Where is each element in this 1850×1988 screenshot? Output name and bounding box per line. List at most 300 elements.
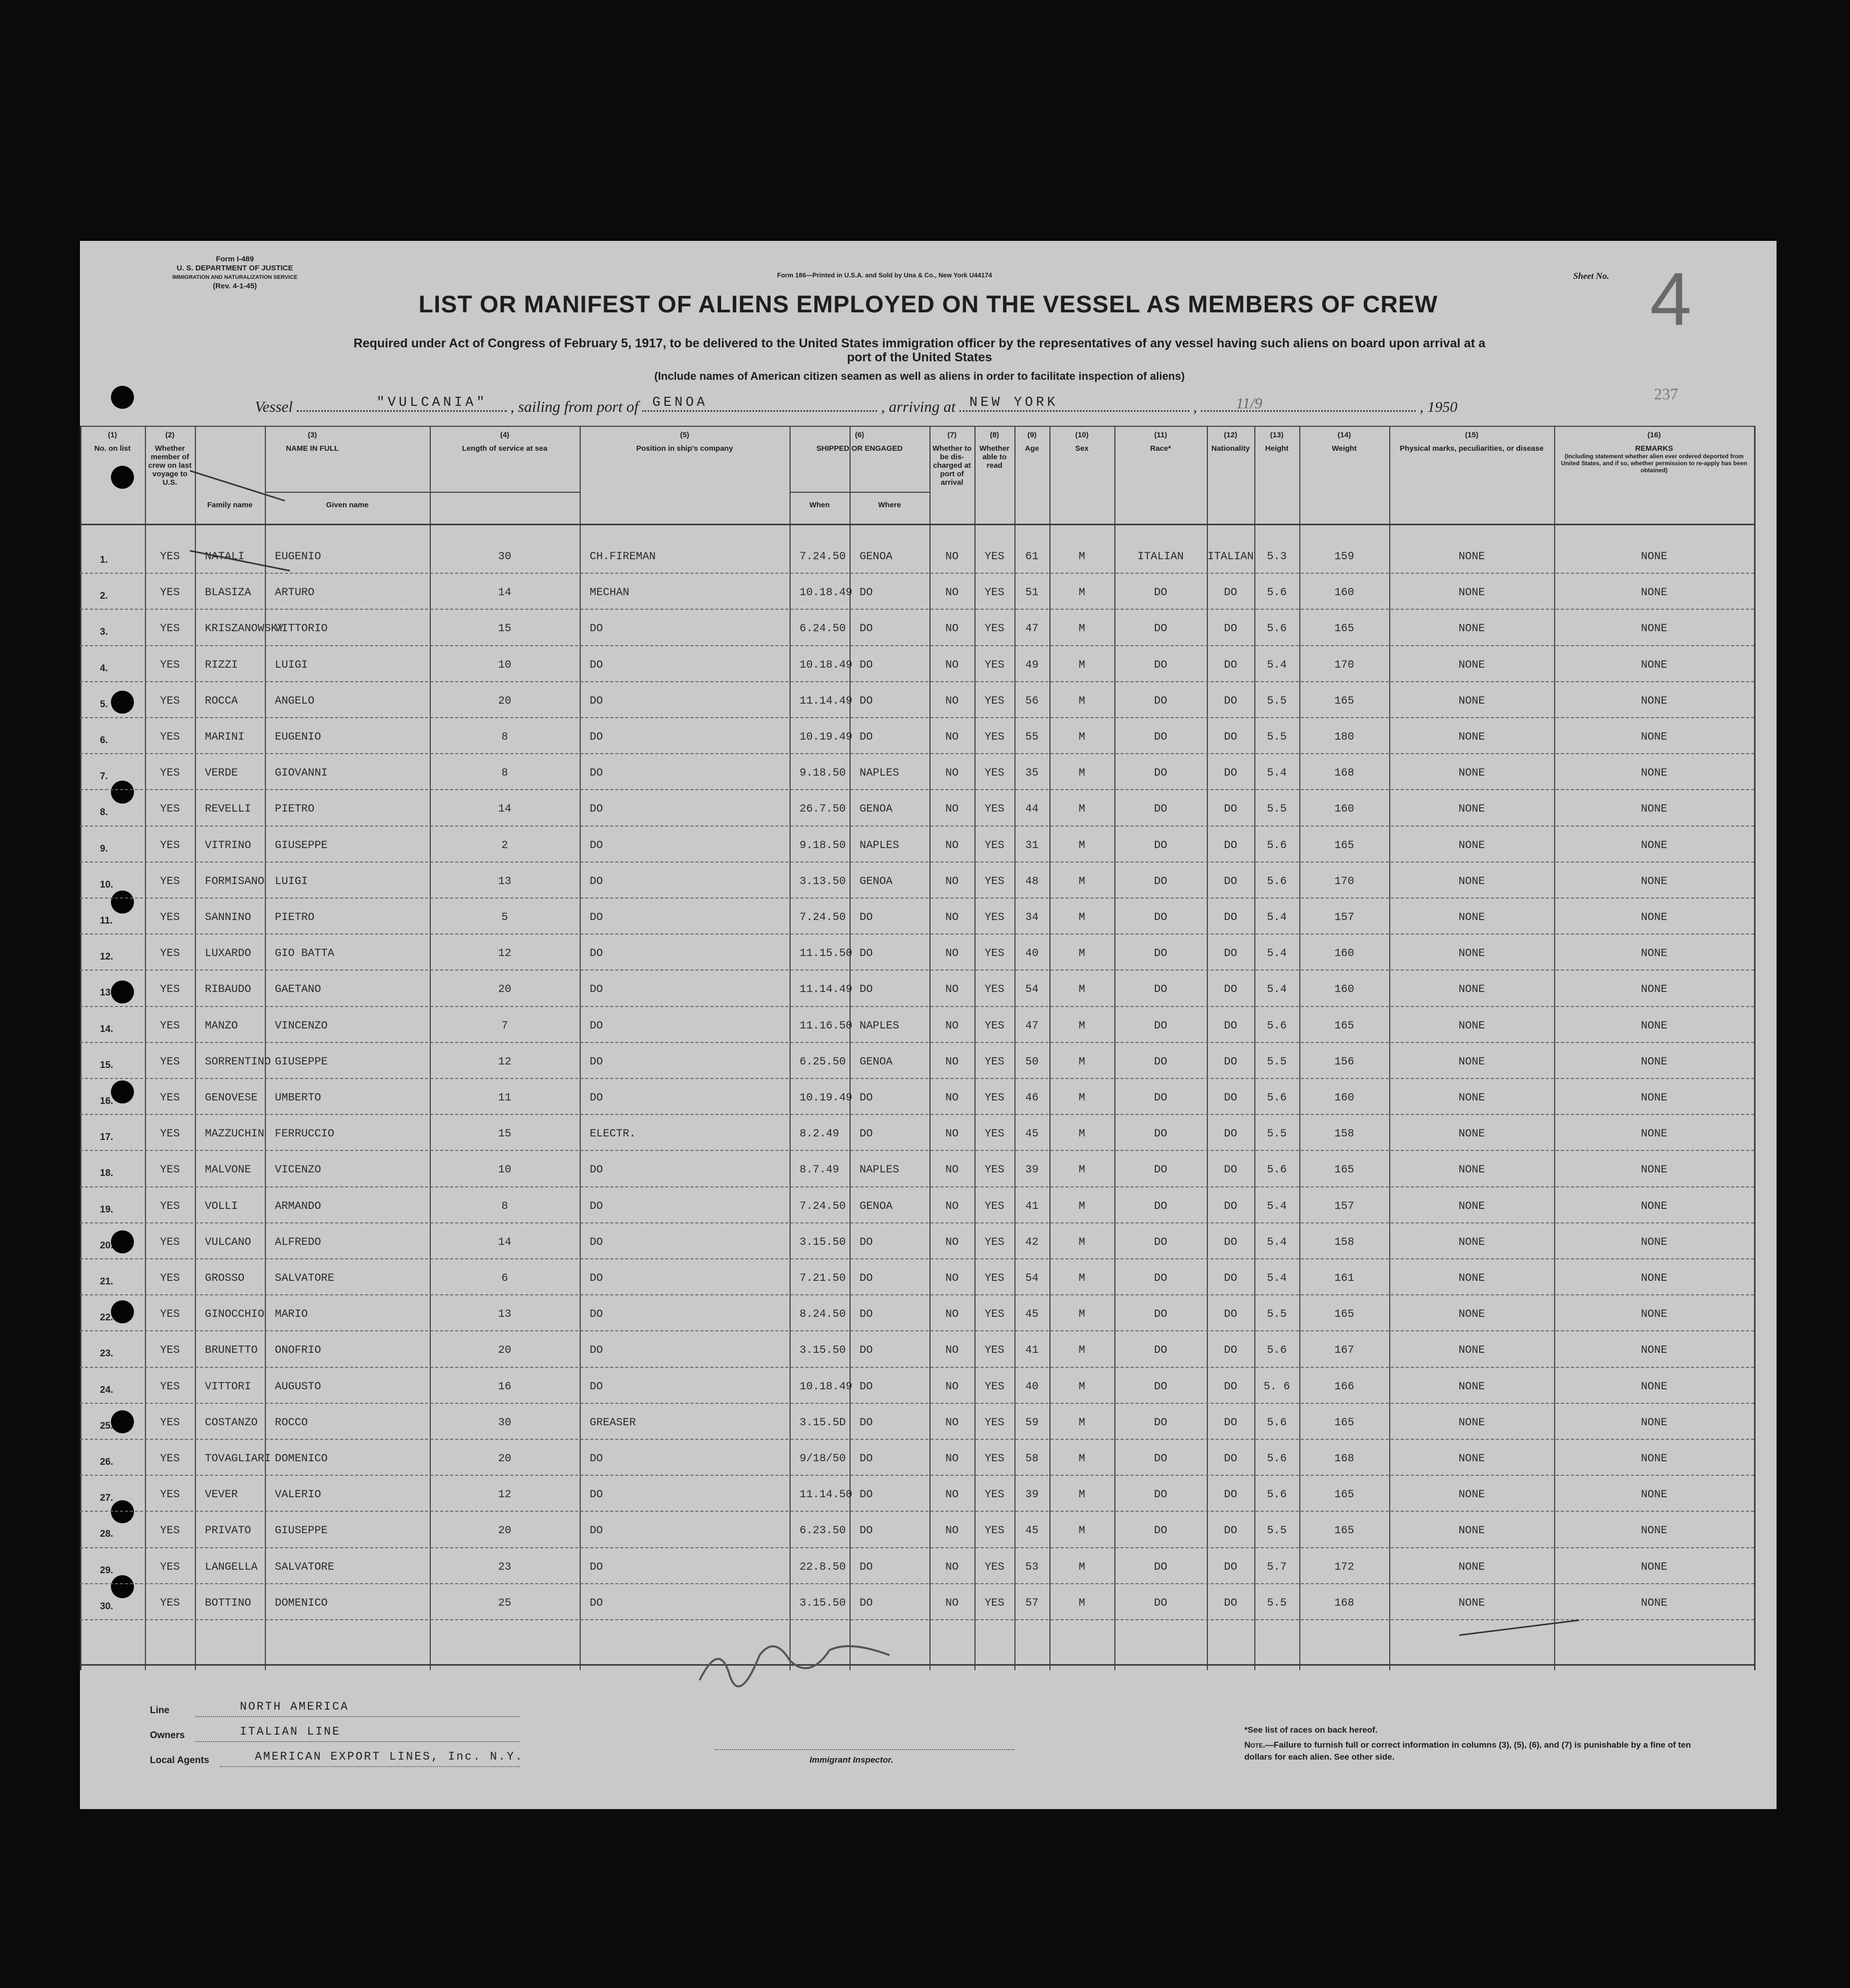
cell-weight: 165 bbox=[1334, 1488, 1354, 1501]
cell-given: LUIGI bbox=[275, 875, 308, 888]
cell-age: 51 bbox=[1025, 586, 1039, 599]
cell-position: DO bbox=[590, 1235, 603, 1248]
cell-when: 3.15.50 bbox=[800, 1344, 846, 1357]
cell-marks: NONE bbox=[1458, 1452, 1485, 1465]
cell-when: 26.7.50 bbox=[800, 803, 846, 816]
cell-read: YES bbox=[984, 1272, 1004, 1284]
cell-height: 5.6 bbox=[1267, 1091, 1287, 1104]
cell-weight: 168 bbox=[1334, 1452, 1354, 1465]
cell-position: GREASER bbox=[590, 1416, 636, 1429]
owners-value: ITALIAN LINE bbox=[240, 1725, 341, 1738]
cell-when: 9.18.50 bbox=[800, 767, 846, 780]
cell-height: 5.5 bbox=[1267, 731, 1287, 743]
row-number: 17. bbox=[100, 1132, 113, 1143]
column-subheader: Where bbox=[878, 501, 901, 509]
cell-service: 11 bbox=[498, 1091, 512, 1104]
cell-discharged: NO bbox=[945, 1127, 959, 1140]
cell-race: DO bbox=[1154, 1235, 1167, 1248]
cell-service: 12 bbox=[498, 947, 512, 960]
row-number: 1. bbox=[100, 555, 108, 565]
cell-given: PIETRO bbox=[275, 803, 315, 816]
cell-age: 56 bbox=[1025, 694, 1039, 707]
cell-where: DO bbox=[860, 622, 873, 635]
cell-race: DO bbox=[1154, 1091, 1167, 1104]
cell-family: RIZZI bbox=[205, 658, 238, 671]
cell-when: 7.24.50 bbox=[800, 911, 846, 924]
cell-discharged: NO bbox=[945, 550, 959, 563]
cell-where: DO bbox=[860, 1596, 873, 1609]
cell-marks: NONE bbox=[1458, 1163, 1485, 1176]
cell-family: SORRENTINO bbox=[205, 1055, 271, 1068]
cell-weight: 160 bbox=[1334, 586, 1354, 599]
cell-marks: NONE bbox=[1458, 1596, 1485, 1609]
cell-when: 7.24.50 bbox=[800, 550, 846, 563]
cell-race: DO bbox=[1154, 1452, 1167, 1465]
cell-service: 13 bbox=[498, 1308, 512, 1321]
column-label: SHIPPED OR ENGAGED bbox=[816, 444, 903, 453]
cell-position: DO bbox=[590, 1560, 603, 1573]
cell-remarks: NONE bbox=[1641, 1019, 1668, 1032]
cell-crew: YES bbox=[160, 1235, 180, 1248]
cell-remarks: NONE bbox=[1641, 622, 1668, 635]
cell-when: 10.19.49 bbox=[800, 1091, 853, 1104]
cell-read: YES bbox=[984, 803, 1004, 816]
cell-marks: NONE bbox=[1458, 983, 1485, 996]
cell-weight: 159 bbox=[1334, 550, 1354, 563]
cell-read: YES bbox=[984, 1235, 1004, 1248]
cell-discharged: NO bbox=[945, 1488, 959, 1501]
row-number: 26. bbox=[100, 1457, 113, 1467]
cell-nationality: DO bbox=[1224, 839, 1237, 852]
cell-nationality: DO bbox=[1224, 1596, 1237, 1609]
column-subheader: Family name bbox=[207, 501, 253, 509]
row-number: 8. bbox=[100, 807, 108, 818]
cell-weight: 156 bbox=[1334, 1055, 1354, 1068]
row-number: 15. bbox=[100, 1059, 113, 1070]
cell-service: 7 bbox=[501, 1019, 508, 1032]
cell-height: 5.4 bbox=[1267, 1272, 1287, 1284]
cell-remarks: NONE bbox=[1641, 1127, 1668, 1140]
cell-discharged: NO bbox=[945, 1235, 959, 1248]
column-number: (4) bbox=[500, 431, 510, 439]
cell-position: DO bbox=[590, 983, 603, 996]
column-subheader: When bbox=[809, 501, 830, 509]
cell-marks: NONE bbox=[1458, 875, 1485, 888]
cell-weight: 170 bbox=[1334, 875, 1354, 888]
cell-age: 48 bbox=[1025, 875, 1039, 888]
cell-remarks: NONE bbox=[1641, 839, 1668, 852]
row-number: 29. bbox=[100, 1565, 113, 1576]
cell-remarks: NONE bbox=[1641, 1091, 1668, 1104]
cell-weight: 168 bbox=[1334, 1596, 1354, 1609]
cell-given: ONOFRIO bbox=[275, 1344, 321, 1357]
cell-race: DO bbox=[1154, 1308, 1167, 1321]
cell-height: 5.6 bbox=[1267, 1452, 1287, 1465]
cell-crew: YES bbox=[160, 839, 180, 852]
column-label: No. on list bbox=[94, 444, 131, 453]
cell-family: LUXARDO bbox=[205, 947, 251, 960]
cell-given: EUGENIO bbox=[275, 550, 321, 563]
column-number: (12) bbox=[1224, 431, 1237, 439]
cell-nationality: DO bbox=[1224, 1235, 1237, 1248]
cell-where: DO bbox=[860, 1488, 873, 1501]
cell-crew: YES bbox=[160, 731, 180, 743]
cell-service: 20 bbox=[498, 1344, 512, 1357]
row-number: 18. bbox=[100, 1168, 113, 1179]
cell-sex: M bbox=[1078, 622, 1085, 635]
cell-sex: M bbox=[1078, 1452, 1085, 1465]
cell-read: YES bbox=[984, 1416, 1004, 1429]
cell-remarks: NONE bbox=[1641, 1199, 1668, 1212]
cell-crew: YES bbox=[160, 947, 180, 960]
cell-race: DO bbox=[1154, 1596, 1167, 1609]
cell-read: YES bbox=[984, 1199, 1004, 1212]
form-revision: (Rev. 4-1-45) bbox=[212, 282, 257, 290]
cell-race: DO bbox=[1154, 911, 1167, 924]
cell-position: DO bbox=[590, 658, 603, 671]
cell-given: GIUSEPPE bbox=[275, 1524, 328, 1537]
arrival-date: 11/9 bbox=[1236, 394, 1262, 412]
cell-where: NAPLES bbox=[860, 767, 900, 780]
cell-marks: NONE bbox=[1458, 1488, 1485, 1501]
cell-remarks: NONE bbox=[1641, 803, 1668, 816]
cell-crew: YES bbox=[160, 983, 180, 996]
cell-service: 20 bbox=[498, 1452, 512, 1465]
cell-position: DO bbox=[590, 622, 603, 635]
row-number: 25. bbox=[100, 1420, 113, 1431]
arriving-label: , arriving at bbox=[881, 398, 956, 415]
cell-sex: M bbox=[1078, 1055, 1085, 1068]
vessel-name: "VULCANIA" bbox=[376, 395, 488, 410]
cell-where: DO bbox=[860, 694, 873, 707]
cell-age: 61 bbox=[1025, 550, 1039, 563]
cell-given: SALVATORE bbox=[275, 1272, 334, 1284]
cell-crew: YES bbox=[160, 1019, 180, 1032]
cell-race: DO bbox=[1154, 1380, 1167, 1393]
cell-height: 5.6 bbox=[1267, 839, 1287, 852]
cell-sex: M bbox=[1078, 694, 1085, 707]
cell-age: 49 bbox=[1025, 658, 1039, 671]
cell-crew: YES bbox=[160, 586, 180, 599]
cell-when: 10.18.49 bbox=[800, 586, 853, 599]
cell-remarks: NONE bbox=[1641, 1308, 1668, 1321]
cell-crew: YES bbox=[160, 1091, 180, 1104]
cell-height: 5.3 bbox=[1267, 550, 1287, 563]
cell-race: DO bbox=[1154, 983, 1167, 996]
cell-age: 34 bbox=[1025, 911, 1039, 924]
cell-sex: M bbox=[1078, 1163, 1085, 1176]
cell-marks: NONE bbox=[1458, 1524, 1485, 1537]
cell-where: DO bbox=[860, 586, 873, 599]
row-number: 10. bbox=[100, 879, 113, 890]
column-number: (9) bbox=[1027, 431, 1037, 439]
cell-height: 5.6 bbox=[1267, 1344, 1287, 1357]
cell-when: 7.21.50 bbox=[800, 1272, 846, 1284]
cell-given: MARIO bbox=[275, 1308, 308, 1321]
cell-service: 30 bbox=[498, 1416, 512, 1429]
cell-when: 6.24.50 bbox=[800, 622, 846, 635]
cell-discharged: NO bbox=[945, 911, 959, 924]
column-label: Length of service at sea bbox=[462, 444, 548, 453]
cell-nationality: DO bbox=[1224, 1091, 1237, 1104]
column-label: Whether member of crew on last voyage to U.S. bbox=[148, 444, 192, 487]
cell-race: ITALIAN bbox=[1137, 550, 1184, 563]
cell-crew: YES bbox=[160, 1560, 180, 1573]
row-number: 24. bbox=[100, 1384, 113, 1395]
cell-nationality: DO bbox=[1224, 694, 1237, 707]
cell-where: DO bbox=[860, 1091, 873, 1104]
cell-sex: M bbox=[1078, 911, 1085, 924]
cell-sex: M bbox=[1078, 767, 1085, 780]
row-number: 27. bbox=[100, 1493, 113, 1504]
row-number: 28. bbox=[100, 1529, 113, 1540]
cell-discharged: NO bbox=[945, 1055, 959, 1068]
cell-service: 10 bbox=[498, 1163, 512, 1176]
cell-family: VITTORI bbox=[205, 1380, 251, 1393]
cell-given: VINCENZO bbox=[275, 1019, 328, 1032]
cell-marks: NONE bbox=[1458, 1091, 1485, 1104]
cell-crew: YES bbox=[160, 550, 180, 563]
cell-crew: YES bbox=[160, 803, 180, 816]
cell-given: GIUSEPPE bbox=[275, 839, 328, 852]
cell-marks: NONE bbox=[1458, 550, 1485, 563]
cell-read: YES bbox=[984, 1452, 1004, 1465]
cell-discharged: NO bbox=[945, 1452, 959, 1465]
cell-marks: NONE bbox=[1458, 1127, 1485, 1140]
cell-sex: M bbox=[1078, 1127, 1085, 1140]
cell-family: GROSSO bbox=[205, 1272, 245, 1284]
cell-where: DO bbox=[860, 1344, 873, 1357]
note-text: —Failure to furnish full or correct information in columns (3), (5), (6), and (7) is punishable by a fine of ten dollars for each alien. See other side. bbox=[1244, 1740, 1691, 1762]
cell-position: DO bbox=[590, 1524, 603, 1537]
cell-discharged: NO bbox=[945, 1560, 959, 1573]
cell-family: BLASIZA bbox=[205, 586, 251, 599]
cell-age: 42 bbox=[1025, 1235, 1039, 1248]
sheet-number: 4 bbox=[1650, 257, 1692, 341]
cell-position: DO bbox=[590, 1199, 603, 1212]
cell-family: BOTTINO bbox=[205, 1596, 251, 1609]
cell-crew: YES bbox=[160, 1452, 180, 1465]
cell-position: DO bbox=[590, 1380, 603, 1393]
cell-weight: 180 bbox=[1334, 731, 1354, 743]
cell-crew: YES bbox=[160, 622, 180, 635]
cell-position: MECHAN bbox=[590, 586, 630, 599]
cell-position: DO bbox=[590, 1272, 603, 1284]
cell-service: 20 bbox=[498, 694, 512, 707]
cell-height: 5. 6 bbox=[1263, 1380, 1290, 1393]
cell-nationality: DO bbox=[1224, 1380, 1237, 1393]
cell-service: 8 bbox=[501, 1199, 508, 1212]
cell-height: 5.4 bbox=[1267, 1235, 1287, 1248]
cell-when: 8.7.49 bbox=[800, 1163, 840, 1176]
cell-crew: YES bbox=[160, 1199, 180, 1212]
cell-discharged: NO bbox=[945, 1344, 959, 1357]
agency-name: U. S. DEPARTMENT OF JUSTICE bbox=[176, 264, 293, 272]
cell-remarks: NONE bbox=[1641, 1344, 1668, 1357]
cell-when: 3.15.5D bbox=[800, 1416, 846, 1429]
cell-remarks: NONE bbox=[1641, 1488, 1668, 1501]
cell-race: DO bbox=[1154, 731, 1167, 743]
cell-where: DO bbox=[860, 1308, 873, 1321]
row-number: 11. bbox=[100, 916, 113, 926]
cell-age: 45 bbox=[1025, 1127, 1039, 1140]
cell-age: 58 bbox=[1025, 1452, 1039, 1465]
cell-height: 5.4 bbox=[1267, 983, 1287, 996]
cell-age: 53 bbox=[1025, 1560, 1039, 1573]
cell-read: YES bbox=[984, 731, 1004, 743]
cell-sex: M bbox=[1078, 1199, 1085, 1212]
cell-discharged: NO bbox=[945, 658, 959, 671]
cell-given: AUGUSTO bbox=[275, 1380, 321, 1393]
cell-discharged: NO bbox=[945, 839, 959, 852]
cell-family: VITRINO bbox=[205, 839, 251, 852]
cell-discharged: NO bbox=[945, 1163, 959, 1176]
inspector-signature bbox=[700, 1646, 890, 1687]
cell-nationality: DO bbox=[1224, 1127, 1237, 1140]
cell-family: VERDE bbox=[205, 767, 238, 780]
cell-marks: NONE bbox=[1458, 1344, 1485, 1357]
cell-remarks: NONE bbox=[1641, 694, 1668, 707]
cell-age: 50 bbox=[1025, 1055, 1039, 1068]
owners-label: Owners bbox=[150, 1730, 185, 1741]
row-number: 5. bbox=[100, 699, 108, 710]
cell-when: 8.24.50 bbox=[800, 1308, 846, 1321]
cell-discharged: NO bbox=[945, 1091, 959, 1104]
cell-discharged: NO bbox=[945, 1019, 959, 1032]
cell-read: YES bbox=[984, 550, 1004, 563]
cell-remarks: NONE bbox=[1641, 1524, 1668, 1537]
cell-position: DO bbox=[590, 1452, 603, 1465]
cell-race: DO bbox=[1154, 1416, 1167, 1429]
cell-weight: 161 bbox=[1334, 1272, 1354, 1284]
cell-discharged: NO bbox=[945, 586, 959, 599]
cell-read: YES bbox=[984, 1596, 1004, 1609]
cell-sex: M bbox=[1078, 983, 1085, 996]
cell-when: 8.2.49 bbox=[800, 1127, 840, 1140]
cell-where: DO bbox=[860, 911, 873, 924]
cell-weight: 165 bbox=[1334, 622, 1354, 635]
cell-height: 5.6 bbox=[1267, 875, 1287, 888]
cell-weight: 165 bbox=[1334, 1019, 1354, 1032]
cell-discharged: NO bbox=[945, 875, 959, 888]
cell-remarks: NONE bbox=[1641, 1235, 1668, 1248]
cell-age: 45 bbox=[1025, 1524, 1039, 1537]
cell-marks: NONE bbox=[1458, 1380, 1485, 1393]
column-label: Physical marks, peculiarities, or disease bbox=[1400, 444, 1544, 453]
cell-race: DO bbox=[1154, 1524, 1167, 1537]
cell-race: DO bbox=[1154, 1163, 1167, 1176]
row-number: 22. bbox=[100, 1312, 113, 1323]
cell-weight: 158 bbox=[1334, 1127, 1354, 1140]
cell-read: YES bbox=[984, 947, 1004, 960]
cell-age: 39 bbox=[1025, 1488, 1039, 1501]
cell-family: VEVER bbox=[205, 1488, 238, 1501]
cell-discharged: NO bbox=[945, 803, 959, 816]
cell-read: YES bbox=[984, 1163, 1004, 1176]
cell-given: GAETANO bbox=[275, 983, 321, 996]
cell-family: ROCCA bbox=[205, 694, 238, 707]
vessel-line: Vessel "VULCANIA" , sailing from port of GENOA , arriving at NEW YORK , 11/9 , 1950 bbox=[255, 394, 1458, 415]
cell-crew: YES bbox=[160, 1308, 180, 1321]
cell-position: DO bbox=[590, 1163, 603, 1176]
cell-weight: 160 bbox=[1334, 803, 1354, 816]
cell-age: 45 bbox=[1025, 1308, 1039, 1321]
cell-given: ALFREDO bbox=[275, 1235, 321, 1248]
cell-height: 5.6 bbox=[1267, 1488, 1287, 1501]
cell-where: GENOA bbox=[860, 803, 893, 816]
sailing-label: , sailing from port of bbox=[510, 398, 639, 415]
handwritten-marks bbox=[80, 241, 1777, 1809]
cell-given: GIUSEPPE bbox=[275, 1055, 328, 1068]
cell-service: 15 bbox=[498, 1127, 512, 1140]
cell-given: GIOVANNI bbox=[275, 767, 328, 780]
cell-discharged: NO bbox=[945, 947, 959, 960]
cell-age: 40 bbox=[1025, 1380, 1039, 1393]
row-number: 19. bbox=[100, 1204, 113, 1215]
cell-weight: 160 bbox=[1334, 983, 1354, 996]
cell-height: 5.4 bbox=[1267, 911, 1287, 924]
cell-where: GENOA bbox=[860, 875, 893, 888]
cell-height: 5.4 bbox=[1267, 1199, 1287, 1212]
cell-marks: NONE bbox=[1458, 1416, 1485, 1429]
cell-read: YES bbox=[984, 1524, 1004, 1537]
cell-discharged: NO bbox=[945, 1416, 959, 1429]
cell-marks: NONE bbox=[1458, 622, 1485, 635]
cell-family: MARINI bbox=[205, 731, 245, 743]
cell-height: 5.6 bbox=[1267, 1416, 1287, 1429]
cell-race: DO bbox=[1154, 875, 1167, 888]
cell-marks: NONE bbox=[1458, 767, 1485, 780]
remarks-check-mark bbox=[1459, 1620, 1579, 1635]
cell-service: 14 bbox=[498, 1235, 512, 1248]
cell-family: COSTANZO bbox=[205, 1416, 258, 1429]
cell-read: YES bbox=[984, 875, 1004, 888]
cell-crew: YES bbox=[160, 767, 180, 780]
cell-service: 10 bbox=[498, 658, 512, 671]
column-note: (Including statement whether alien ever ordered deported from United States, and if so, whether permission to re-apply has been obtained) bbox=[1561, 453, 1748, 474]
cell-remarks: NONE bbox=[1641, 658, 1668, 671]
cell-family: RIBAUDO bbox=[205, 983, 251, 996]
cell-remarks: NONE bbox=[1641, 767, 1668, 780]
cell-service: 12 bbox=[498, 1055, 512, 1068]
column-label: Height bbox=[1265, 444, 1289, 453]
cell-nationality: DO bbox=[1224, 731, 1237, 743]
row-number: 7. bbox=[100, 771, 108, 782]
column-number: (14) bbox=[1337, 431, 1351, 439]
cell-nationality: DO bbox=[1224, 1560, 1237, 1573]
cell-discharged: NO bbox=[945, 983, 959, 996]
cell-sex: M bbox=[1078, 1416, 1085, 1429]
cell-read: YES bbox=[984, 658, 1004, 671]
cell-where: DO bbox=[860, 1127, 873, 1140]
cell-read: YES bbox=[984, 1019, 1004, 1032]
manifest-sheet bbox=[80, 241, 1777, 1809]
cell-family: NATALI bbox=[205, 550, 245, 563]
cell-family: TOVAGLIARI bbox=[205, 1452, 271, 1465]
cell-nationality: DO bbox=[1224, 1488, 1237, 1501]
cell-crew: YES bbox=[160, 658, 180, 671]
cell-service: 2 bbox=[501, 839, 508, 852]
cell-when: 22.8.50 bbox=[800, 1560, 846, 1573]
cell-crew: YES bbox=[160, 1344, 180, 1357]
cell-position: DO bbox=[590, 767, 603, 780]
cell-service: 8 bbox=[501, 767, 508, 780]
cell-position: DO bbox=[590, 731, 603, 743]
cell-race: DO bbox=[1154, 1560, 1167, 1573]
cell-nationality: DO bbox=[1224, 1055, 1237, 1068]
cell-given: GIO BATTA bbox=[275, 947, 334, 960]
cell-family: REVELLI bbox=[205, 803, 251, 816]
